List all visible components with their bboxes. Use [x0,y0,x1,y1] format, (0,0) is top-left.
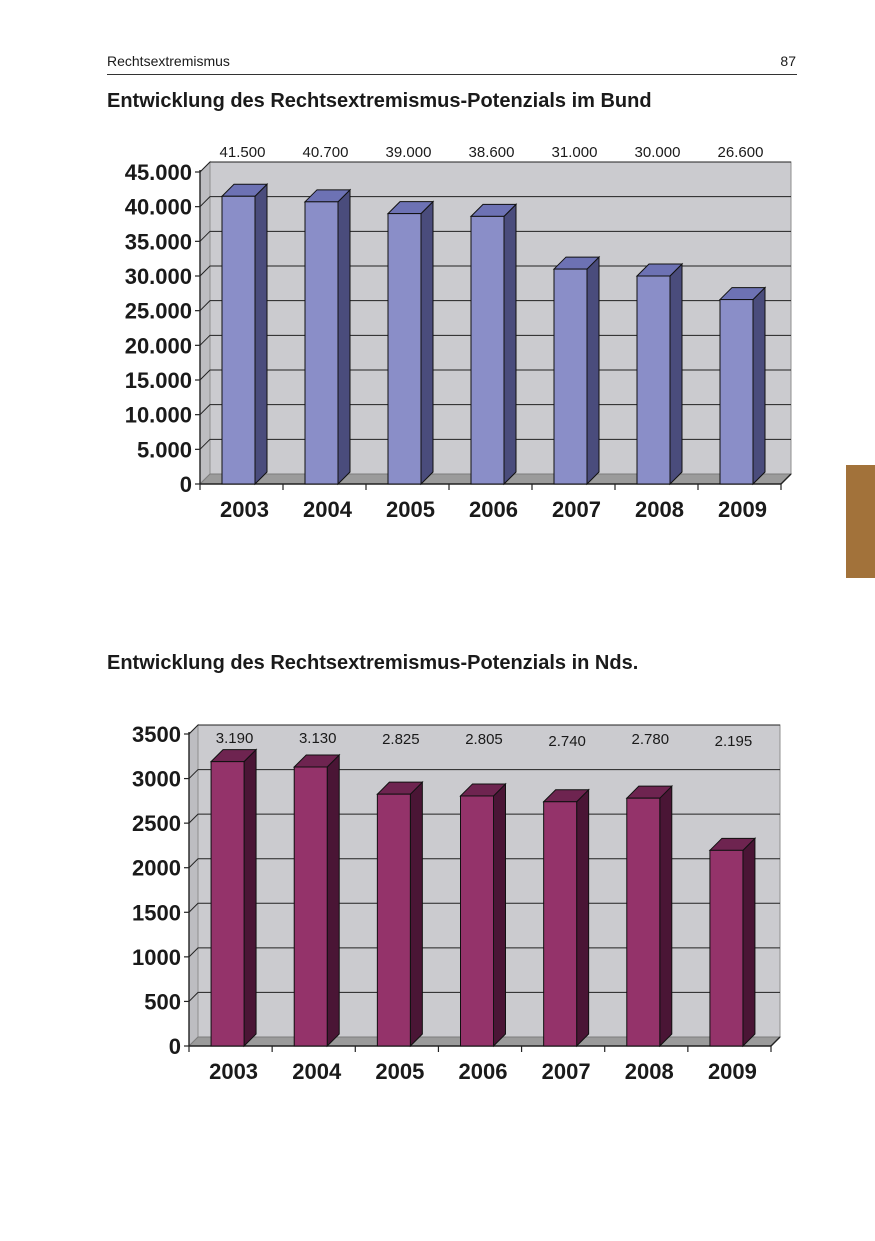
y-tick-label: 0 [179,472,192,497]
data-label: 3.190 [215,730,254,747]
bar-2007 [544,802,577,1046]
running-title: Rechtsextremismus [107,53,230,69]
x-tick-label: 2008 [635,497,684,522]
chart-title-bund: Entwicklung des Rechtsextremismus-Potenzials im Bund [107,90,652,112]
bar-side [410,782,422,1046]
y-tick-label: 1500 [132,900,181,926]
plot-left-wall [189,725,198,1046]
data-label: 2.195 [714,733,753,750]
x-tick-label: 2005 [386,497,435,522]
bar-2005 [377,794,410,1046]
x-tick-label: 2004 [292,1059,342,1084]
data-label: 39.000 [385,144,432,161]
y-tick-label: 5.000 [136,437,192,463]
y-tick-label: 3000 [132,766,181,792]
y-tick-label: 0 [168,1034,181,1059]
x-tick-label: 2006 [469,497,518,522]
x-tick-label: 2005 [375,1059,425,1084]
y-tick-label: 10.000 [124,402,192,428]
y-tick-label: 500 [144,989,181,1015]
data-label: 41.500 [219,144,266,161]
bar-2003 [211,762,244,1046]
data-label: 2.825 [382,731,420,748]
data-label: 2.805 [465,731,503,748]
y-tick-label: 20.000 [124,333,192,359]
x-tick-label: 2004 [303,497,352,522]
x-tick-label: 2009 [718,497,767,522]
bar-side [577,790,589,1046]
bar-2009 [710,850,743,1046]
bar-2004 [294,767,327,1046]
x-tick-label: 2008 [624,1059,674,1084]
data-label: 2.780 [631,731,670,748]
bar-2008 [627,798,660,1046]
bar-side [743,838,755,1046]
y-tick-label: 3500 [132,722,181,747]
data-label: 38.600 [468,144,515,161]
bar-2006 [461,796,494,1046]
x-tick-label: 2003 [209,1059,259,1084]
y-tick-label: 15.000 [124,368,192,393]
y-tick-label: 30.000 [124,264,192,289]
y-tick-label: 25.000 [124,298,192,324]
y-tick-label: 1000 [132,944,181,970]
x-tick-label: 2007 [541,1059,591,1084]
x-tick-label: 2009 [707,1059,757,1084]
y-tick-label: 2500 [132,811,181,837]
bar-side [494,784,506,1046]
data-label: 3.130 [298,730,337,747]
y-tick-label: 40.000 [124,194,192,220]
data-label: 26.600 [717,144,764,161]
data-label: 31.000 [551,144,598,161]
y-tick-label: 45.000 [124,160,192,185]
data-label: 2.740 [548,733,586,750]
data-label: 40.700 [302,144,349,161]
y-tick-label: 35.000 [124,229,192,255]
bar-side [327,755,339,1046]
x-tick-label: 2006 [458,1059,508,1084]
y-tick-label: 2000 [132,855,181,881]
bar-side [244,750,256,1046]
x-tick-label: 2007 [552,497,601,522]
data-label: 30.000 [634,144,681,161]
page-number: 87 [780,53,796,69]
chart-title-nds: Entwicklung des Rechtsextremismus-Potenzials in Nds. [107,652,639,674]
bar-side [660,786,672,1046]
x-tick-label: 2003 [220,497,269,522]
